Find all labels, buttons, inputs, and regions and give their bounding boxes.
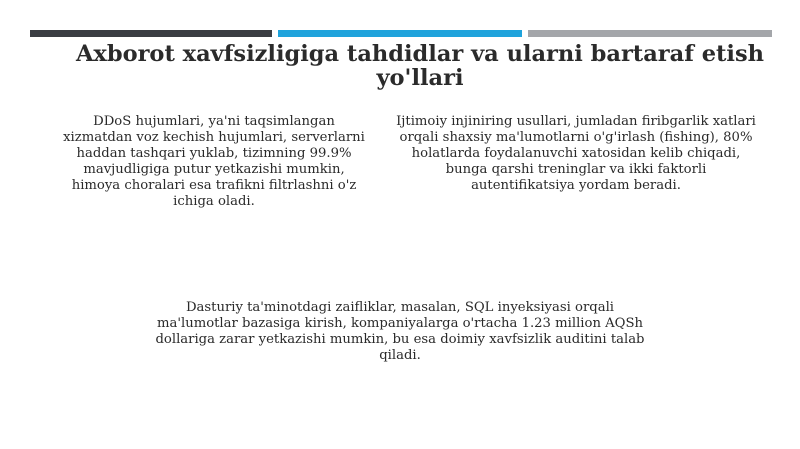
paragraph-social-engineering: Ijtimoiy injiniring usullari, jumladan firibgarlik xatlari orqali shaxsiy ma'lumotlarni o'g'irlash (fishing), 80% holatlarda foydalanuvchi xatosidan kelib chiqadi, bunga qarshi treninglar va ikki faktorli autentifikatsiya yordam beradi.	[396, 114, 756, 193]
paragraph-software-vulnerabilities: Dasturiy ta'minotdagi zaifliklar, masalan, SQL inyeksiyasi orqali ma'lumotlar bazasiga kirish, kompaniyalarga o'rtacha 1.23 million AQSh dollariga zarar yetkazishi mumkin, bu esa doimiy xavfsizlik auditini talab qiladi.	[155, 300, 645, 363]
accent-bar-dark	[30, 30, 272, 37]
slide-title: Axborot xavfsizligiga tahdidlar va ularni bartaraf etish yo'llari	[75, 41, 765, 91]
paragraph-ddos: DDoS hujumlari, ya'ni taqsimlangan xizmatdan voz kechish hujumlari, serverlarni haddan tashqari yuklab, tizimning 99.9% mavjudligiga putur yetkazishi mumkin, himoya choralari esa trafikni filtrlashni o'z ichiga oladi.	[63, 114, 365, 209]
accent-bar-blue	[278, 30, 522, 37]
accent-bar-gray	[528, 30, 772, 37]
